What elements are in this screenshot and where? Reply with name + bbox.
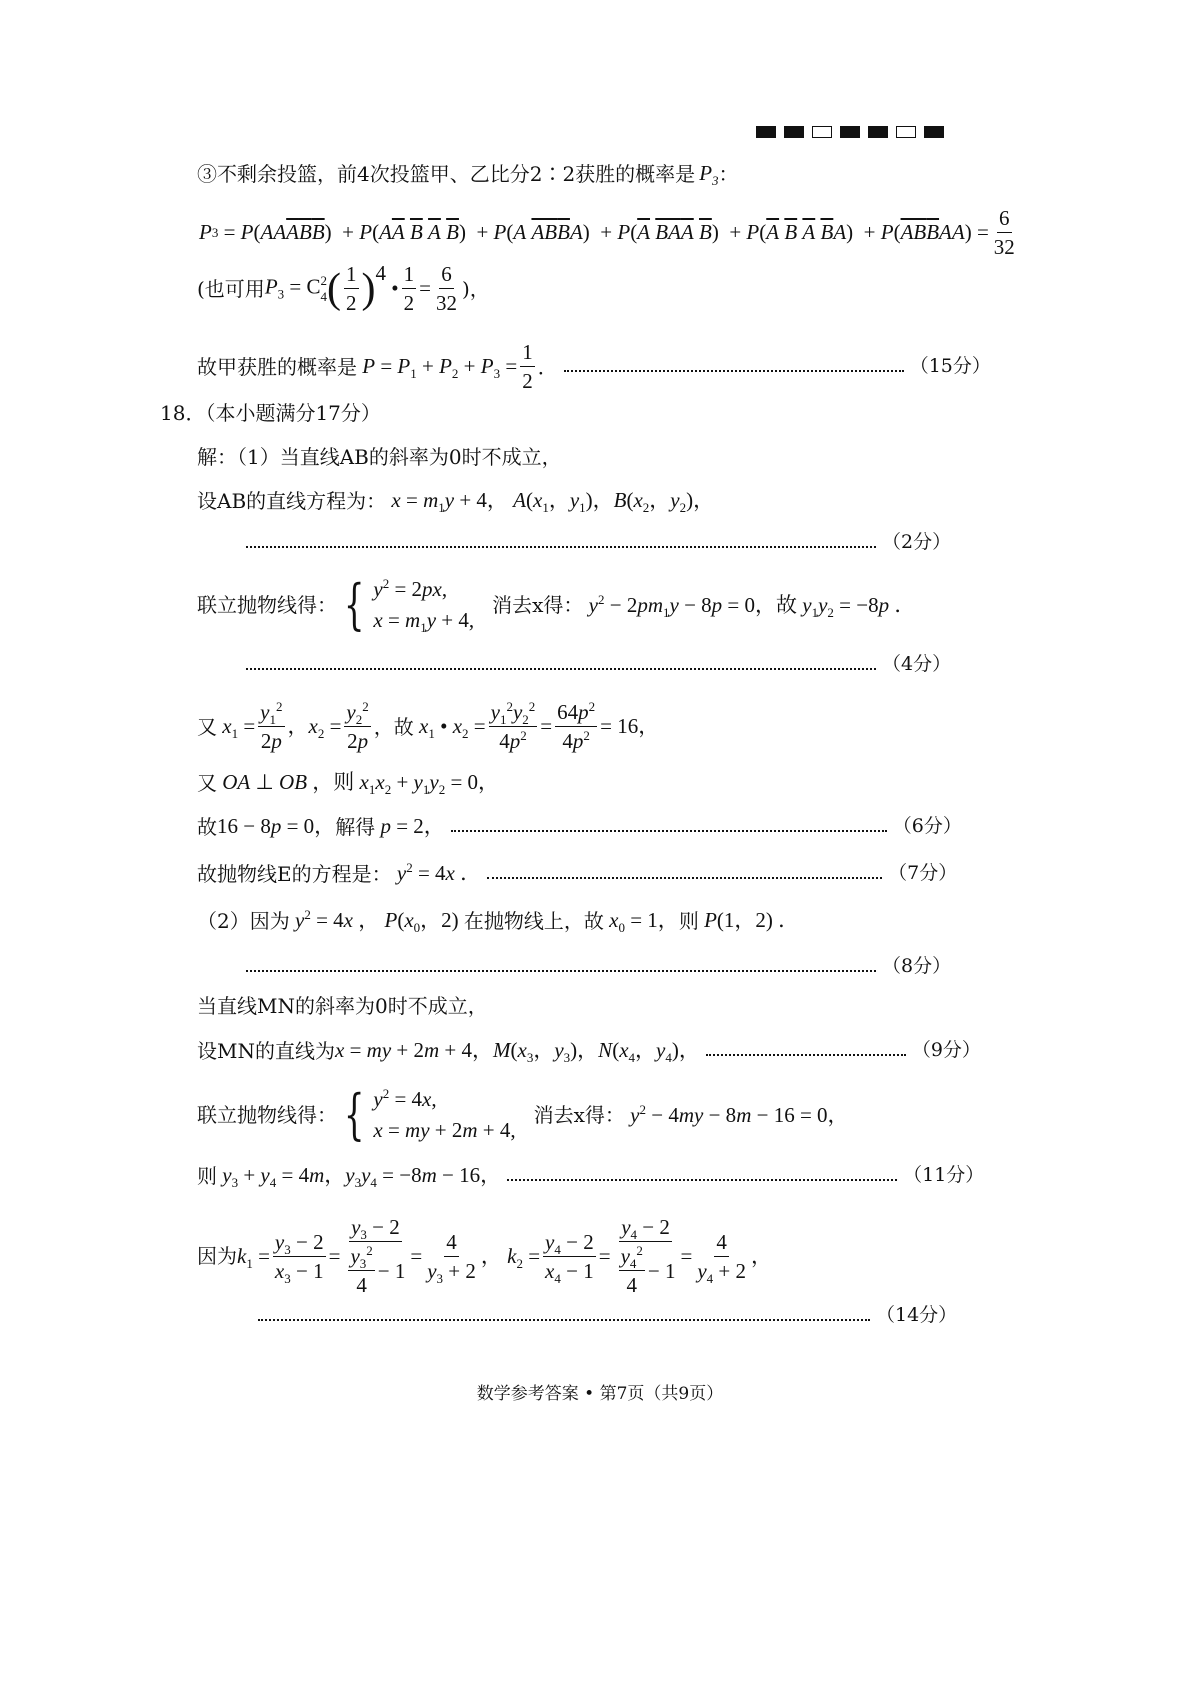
score-mark: （4分）	[882, 653, 952, 675]
formula: $y^2 = 4x$ ， $P(x_0$，2)	[294, 907, 464, 936]
perpendicular-line: 又 OA ⊥ OB ，则 $x_1x_2 + y_1y_2 = 0$，	[197, 770, 500, 798]
slope-k-line: 因为 $k_1$ = $\frac{y_3 - 2}{x_3 - 1}$ = $y_3 - 2$ $\frac{y_3^2}{4}$ − 1 = $\frac{4}{y_3 + 2}$ ， $k_2$ = $\frac{y_4 - 2}{x_4 - 1}$ = $y_4 - 2$ $\frac{y_4^2}{4}$ − 1 = $\frac{4}{y_4 + 2}$ ，	[197, 1215, 772, 1298]
marker-block	[812, 126, 832, 138]
score-leader-dots	[706, 1054, 906, 1056]
alternative-formula-line: (也可用 $P_3 = C$ 2 4 ( $\frac{1}{2}$ ) $^4$ • $\frac{1}{2}$ = $\frac{6}{32}$ )，	[197, 260, 490, 316]
formula: $y^2 - 2pm_1y - 8p = 0$，故 $y_1y_2 = -8p$ ．	[588, 591, 916, 620]
score-mark: （2分）	[882, 531, 952, 553]
score-row-2	[246, 533, 951, 552]
score-leader-dots	[258, 1319, 870, 1321]
page-marker-blocks	[756, 126, 952, 138]
line-mn-equation: 设MN的直线为 x = my + 2m + 4，$M(x_3$，$y_3$)，$N(x_4$，$y_4$)， （9分）	[197, 1038, 981, 1066]
parabola-equation-line: 故抛物线E的方程是： $y^2 = 4x$ ． （7分）	[197, 860, 958, 886]
score-leader-dots	[487, 877, 882, 879]
score-row-4	[246, 655, 951, 674]
score-mark: （7分）	[888, 862, 958, 884]
score-leader-dots	[451, 830, 887, 832]
formula: $P_3$	[699, 161, 719, 189]
score-leader-dots	[507, 1179, 897, 1181]
score-leader-dots	[564, 370, 904, 372]
formula: $x_1$ =	[222, 714, 256, 742]
solution-part1-line: 解：（1）当直线AB的斜率为0时不成立，	[197, 445, 562, 469]
vieta-line: 则 $y_3 + y_4 = 4m$，$y_3y_4 = -8m - 16$， （11分）	[197, 1163, 985, 1191]
score-mark: （15分）	[909, 355, 991, 378]
marker-block	[756, 126, 776, 138]
formula: $y^2 - 4my - 8m - 16 = 0$，	[630, 1101, 849, 1127]
p3-sum-formula: P 3 = P ( $AA\overline{A}\overline{B}\overline{B}$ ) + P ( $A\overline{A}$ $\overline{B}$ $\overline{A}$ $\overline{B}$ ) + P ( A $\overline{AB}\overline{B}A$ ) + P ( $\overline{A}$ $\overline{BA}\overline{A}$ $\overline{B}$ ) + P ( $\overline{A}$ $\overline{B}$ $\overline{A}$ $\overline{B}A$ ) + P ( $\overline{AB}\overline{B}AA$ ) = $\frac{6}{32}$	[199, 206, 1015, 260]
equation-system: { $y^2 = 4x$, x = my + 2m + 4,	[343, 1083, 516, 1146]
score-mark: （9分）	[911, 1039, 981, 1061]
marker-block	[896, 126, 916, 138]
equation-system: { $y^2 = 2px$, $x = m_1y + 4$,	[343, 573, 475, 636]
solve-p-line: 故 16 − 8p = 0， 解得 p = 2， （6分）	[197, 814, 962, 839]
formula: $P = P_1 + P_2 + P_3$ =	[362, 354, 518, 382]
score-mark: （11分）	[903, 1164, 985, 1186]
joint-equation-1: 联立抛物线得： { $y^2 = 2px$, $x = m_1y + 4$, 消去x得： $y^2 - 2pm_1y - 8p = 0$，故 $y_1y_2 = -8p$ ．	[197, 573, 916, 636]
score-leader-dots	[246, 546, 876, 548]
formula: $y_3 + y_4 = 4m$，$y_3y_4 = -8m - 16$，	[222, 1163, 502, 1191]
joint-equation-2: 联立抛物线得： { $y^2 = 4x$, x = my + 2m + 4, 消去x得： $y^2 - 4my - 8m - 16 = 0$，	[197, 1083, 849, 1146]
marker-block	[924, 126, 944, 138]
score-row-8	[246, 957, 951, 976]
score-leader-dots	[246, 668, 876, 670]
score-mark: （14分）	[876, 1304, 958, 1326]
score-mark: （6分）	[892, 815, 962, 837]
formula: 16 − 8p = 0，	[217, 814, 336, 838]
formula: $P_3 = C$ 2 4	[264, 273, 327, 304]
score-row-14	[258, 1306, 957, 1325]
score-leader-dots	[246, 970, 876, 972]
formula: OA ⊥ OB ，则 $x_1x_2 + y_1y_2 = 0$，	[222, 770, 500, 798]
formula: x = my + 2m + 4，$M(x_3$，$y_3$)，$N(x_4$，$y_4$)，	[334, 1038, 700, 1066]
part2-line: （2）因为 $y^2 = 4x$ ， $P(x_0$，2) 在抛物线上，故 $x_0 = 1$， 则 P(1，2) ．	[197, 907, 800, 936]
formula: $k_1$ =	[237, 1243, 270, 1271]
page-footer: 数学参考答案 • 第7页（共9页）	[476, 1384, 724, 1404]
question-18-heading: 18．（本小题满分17分）	[160, 401, 381, 425]
formula: $y^2 = 4x$ ．	[396, 860, 482, 885]
mn-slope-line: 当直线MN的斜率为0时不成立，	[197, 994, 488, 1018]
marker-block	[784, 126, 804, 138]
formula: $x = m_1y + 4$， $A(x_1$，$y_1$)，$B(x_2$，$y_2$)，	[391, 488, 715, 516]
score-mark: （8分）	[882, 955, 952, 977]
x1-x2-product-line: 又 $x_1$ = $\frac{y_1^2}{2p}$ ，$x_2$ = $\frac{y_2^2}{2p}$ ，故 $x_1$ • $x_2$ = $\frac{y_1^2y_2^2}{4p^2}$ = $\frac{64p^2}{4p^2}$ = 16，	[197, 699, 660, 754]
total-probability-line: 故甲获胜的概率是 $P = P_1 + P_2 + P_3$ = $\frac{1}{2}$ ． （15分）	[197, 340, 991, 394]
marker-block	[840, 126, 860, 138]
case-three-line: ③不剩余投篮，前4次投篮甲、乙比分2∶2获胜的概率是 $P_3$ ：	[197, 161, 739, 189]
marker-block	[868, 126, 888, 138]
line-ab-equation: 设AB的直线方程为： $x = m_1y + 4$， $A(x_1$，$y_1$)，$B(x_2$，$y_2$)，	[197, 488, 715, 516]
